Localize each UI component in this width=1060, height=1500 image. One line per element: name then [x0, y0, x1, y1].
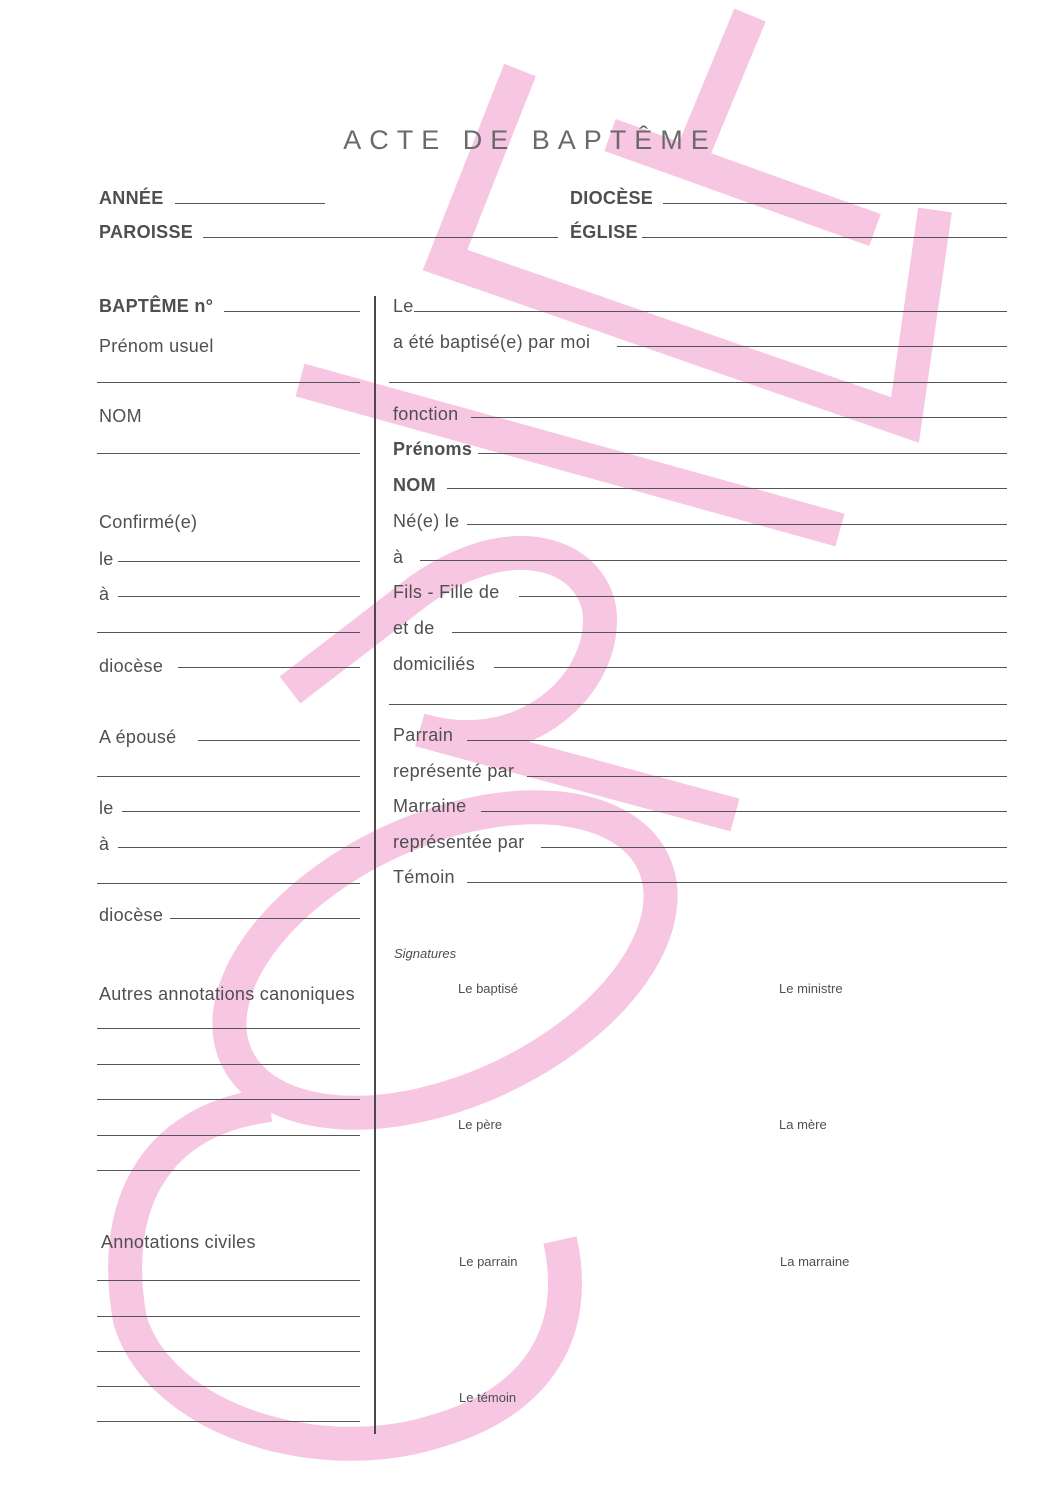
mariage-a-label: à	[99, 834, 110, 854]
autres-annotations-line[interactable]	[97, 1099, 360, 1100]
prenom-usuel-label: Prénom usuel	[99, 336, 214, 356]
annotations-civiles-line[interactable]	[97, 1280, 360, 1281]
naissance-a-field[interactable]	[420, 560, 1007, 561]
ne-le-field[interactable]	[467, 524, 1007, 525]
parrain-field[interactable]	[467, 740, 1007, 741]
bapteme-no-label: BAPTÊME n°	[99, 296, 214, 316]
page-title: ACTE DE BAPTÊME	[343, 125, 717, 155]
parrain-label: Parrain	[393, 725, 454, 745]
et-de-field[interactable]	[452, 632, 1007, 633]
annee-label: ANNÉE	[99, 188, 164, 208]
annotations-civiles-line[interactable]	[97, 1316, 360, 1317]
bapteme-no-field[interactable]	[224, 311, 360, 312]
nom-left-label: NOM	[99, 406, 142, 426]
fonction-label: fonction	[393, 404, 459, 424]
represente-par-label: représenté par	[393, 761, 515, 781]
fils-fille-label: Fils - Fille de	[393, 582, 500, 602]
represente-par-field[interactable]	[527, 776, 1007, 777]
prenoms-field[interactable]	[478, 453, 1007, 454]
mariage-a-field-2[interactable]	[97, 883, 360, 884]
prenoms-label: Prénoms	[393, 439, 473, 459]
confirme-le-field[interactable]	[118, 561, 360, 562]
paroisse-field[interactable]	[203, 237, 558, 238]
mariage-diocese-label: diocèse	[99, 905, 164, 925]
date-bapteme-label: Le	[393, 296, 414, 316]
annotations-civiles-line[interactable]	[97, 1421, 360, 1422]
confirme-label: Confirmé(e)	[99, 512, 198, 532]
prenom-usuel-field[interactable]	[97, 382, 360, 383]
eglise-label: ÉGLISE	[570, 222, 638, 242]
domicilies-field-2[interactable]	[389, 704, 1007, 705]
mariage-a-field[interactable]	[118, 847, 360, 848]
naissance-a-label: à	[393, 547, 404, 567]
marraine-field[interactable]	[481, 811, 1007, 812]
diocese-header-field[interactable]	[663, 203, 1007, 204]
autres-annotations-line[interactable]	[97, 1135, 360, 1136]
autres-annotations-line[interactable]	[97, 1064, 360, 1065]
nom-right-label: NOM	[393, 475, 436, 495]
a-epouse-field[interactable]	[198, 740, 360, 741]
autres-annotations-label: Autres annotations canoniques	[99, 984, 355, 1004]
representee-par-label: représentée par	[393, 832, 525, 852]
a-epouse-field-2[interactable]	[97, 776, 360, 777]
confirme-diocese-field[interactable]	[178, 667, 360, 668]
fils-fille-field[interactable]	[519, 596, 1007, 597]
mariage-le-field[interactable]	[122, 811, 360, 812]
signature-mere-label: La mère	[779, 1117, 827, 1132]
column-divider	[374, 296, 376, 1434]
autres-annotations-line[interactable]	[97, 1170, 360, 1171]
eglise-field[interactable]	[642, 237, 1007, 238]
diocese-header-label: DIOCÈSE	[570, 188, 654, 208]
mariage-diocese-field[interactable]	[170, 918, 360, 919]
baptise-par-field[interactable]	[617, 346, 1007, 347]
confirme-a-field-2[interactable]	[97, 632, 360, 633]
signature-temoin-label: Le témoin	[459, 1390, 517, 1405]
signature-baptise-label: Le baptisé	[458, 981, 518, 996]
domicilies-label: domiciliés	[393, 654, 476, 674]
temoin-field[interactable]	[467, 882, 1007, 883]
paroisse-label: PAROISSE	[99, 222, 194, 242]
ne-le-label: Né(e) le	[393, 511, 460, 531]
signature-parrain-label: Le parrain	[459, 1254, 518, 1269]
baptise-par-label: a été baptisé(e) par moi	[393, 332, 591, 352]
representee-par-field[interactable]	[541, 847, 1007, 848]
confirme-a-label: à	[99, 584, 110, 604]
signatures-heading: Signatures	[394, 946, 457, 961]
confirme-le-label: le	[99, 549, 114, 569]
annee-field[interactable]	[175, 203, 325, 204]
annotations-civiles-line[interactable]	[97, 1351, 360, 1352]
signature-ministre-label: Le ministre	[779, 981, 843, 996]
signature-pere-label: Le père	[458, 1117, 503, 1132]
annotations-civiles-label: Annotations civiles	[101, 1232, 256, 1252]
confirme-diocese-label: diocèse	[99, 656, 164, 676]
date-bapteme-field[interactable]	[414, 311, 1007, 312]
et-de-label: et de	[393, 618, 435, 638]
temoin-label: Témoin	[393, 867, 455, 887]
a-epouse-label: A épousé	[99, 727, 177, 747]
marraine-label: Marraine	[393, 796, 467, 816]
annotations-civiles-line[interactable]	[97, 1386, 360, 1387]
mariage-le-label: le	[99, 798, 114, 818]
autres-annotations-line[interactable]	[97, 1028, 360, 1029]
nom-left-field[interactable]	[97, 453, 360, 454]
signature-marraine-label: La marraine	[780, 1254, 850, 1269]
confirme-a-field[interactable]	[118, 596, 360, 597]
fonction-field[interactable]	[471, 417, 1007, 418]
nom-right-field[interactable]	[447, 488, 1007, 489]
domicilies-field[interactable]	[494, 667, 1007, 668]
baptise-par-field-2[interactable]	[389, 382, 1007, 383]
